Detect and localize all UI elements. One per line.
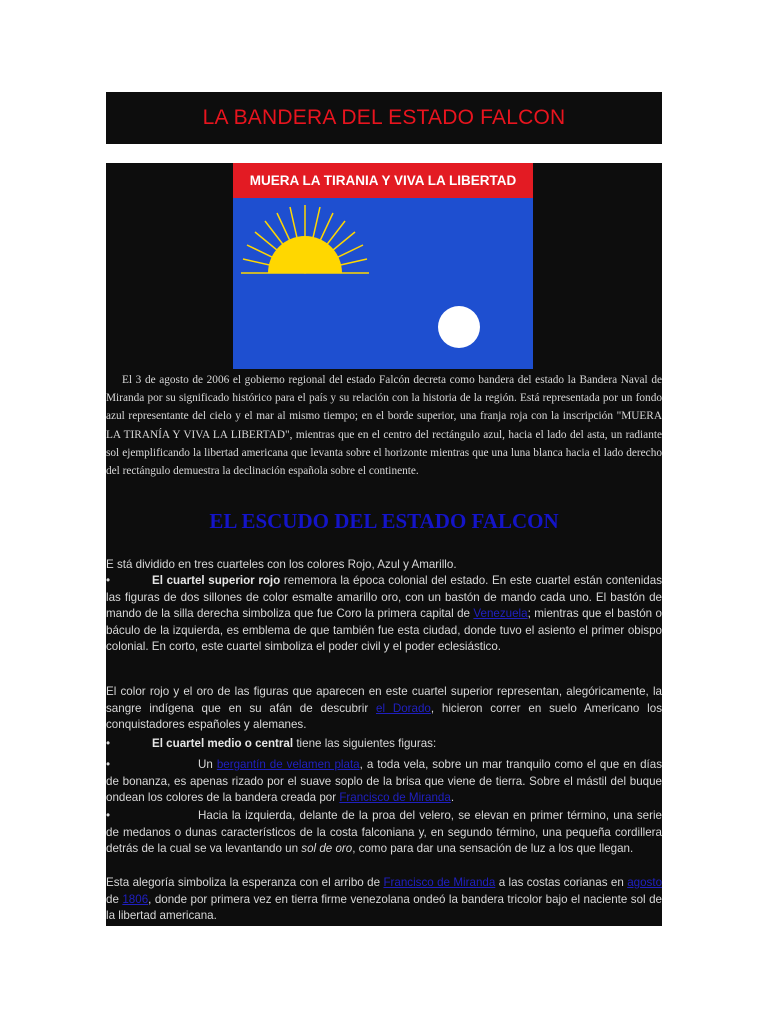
link-bergantin[interactable]: bergantín de velamen plata <box>216 758 360 771</box>
escudo-heading: EL ESCUDO DEL ESTADO FALCON <box>209 509 559 533</box>
moon-icon <box>438 306 480 348</box>
list-item-cuartel-medio: • El cuartel medio o central tiene las siguientes figuras: <box>106 737 437 750</box>
flag-banner-text: MUERA LA TIRANIA Y VIVA LA LIBERTAD <box>249 173 517 188</box>
title-banner <box>106 92 662 144</box>
list-item-medanos: • Hacia la izquierda, delante de la proa del velero, se elevan en primer término, una serie de medanos o dunas característicos de la costa falconiana y, en segundo término, una pequeña cordillera detrás de la cual se va levantando un sol de oro, como para dar una sensación de luz a los que llegan. <box>106 809 662 855</box>
flag-description: El 3 de agosto de 2006 el gobierno regional del estado Falcón decreta como bandera del estado la Bandera Naval de Miranda por su significado histórico para el país y su relación con la historia de la región. Está representada por un fondo azul representante del cielo y el mar al mismo tiempo; en el borde superior, una franja roja con la inscripción "MUERA LA TIRANÍA Y VIVA LA LIBERTAD", mientras que en el centro del rectángulo azul, hacia el lado del asta, un radiante sol ejemplificando la libertad americana que levanta sobre el horizonte mientras que una luna blanca hacia el lado derecho del rectángulo demuestra la declinación española sobre el continente. <box>106 374 662 478</box>
list-item-bergantin: • Un bergantín de velamen plata, a toda vela, sobre un mar tranquilo como el que en días de bonanza, es apenas rizado por el suave soplo de la brisa que viene de tierra. Sobre el mástil del buque ondean los colores de la bandera creada por Francisco de Miranda. <box>106 758 663 804</box>
content-panel <box>106 163 662 926</box>
link-el-dorado[interactable]: el Dorado <box>376 701 431 715</box>
flag-emblems <box>233 163 533 369</box>
paragraph-color-rojo: El color rojo y el oro de las figuras que aparecen en este cuartel superior representan, alegóricamente, la sangre indígena que en su afán de descubrir el Dorado, hicieron correr en suelo Americano los conquistadores españoles y alemanes. <box>106 685 662 731</box>
falcon-flag-image <box>233 163 533 369</box>
link-1806[interactable]: 1806 <box>122 892 149 906</box>
list-item-cuartel-superior: • El cuartel superior rojo rememora la época colonial del estado. En este cuartel están contenidas las figuras de dos sillones de color esmalte amarillo oro, con un bastón de mando cada uno. El bastón de mando de la silla derecha simboliza que fue Coro la primera capital de Venezuela; mientras que el bastón o báculo de la izquierda, es emblema de que también fue esta ciudad, donde tuvo el asiento el primer obispo colonial. En corto, este cuartel simboliza el poder civil y el poder eclesiástico. <box>106 574 662 653</box>
link-venezuela[interactable]: Venezuela <box>473 607 528 620</box>
link-francisco-de-miranda[interactable]: Francisco de Miranda <box>339 791 451 804</box>
paragraph-alegoria: Esta alegoría simboliza la esperanza con el arribo de Francisco de Miranda a las costas corianas en agosto de 1806, donde por primera vez en tierra firme venezolana ondeó la bandera tricolor bajo el naciente sol de la libertad americana. <box>106 876 663 922</box>
link-agosto[interactable]: agosto <box>627 876 663 889</box>
link-francisco-de-miranda-2[interactable]: Francisco de Miranda <box>383 876 496 889</box>
page-title: LA BANDERA DEL ESTADO FALCON <box>202 106 566 129</box>
escudo-intro: E stá dividido en tres cuarteles con los colores Rojo, Azul y Amarillo. <box>106 558 457 571</box>
